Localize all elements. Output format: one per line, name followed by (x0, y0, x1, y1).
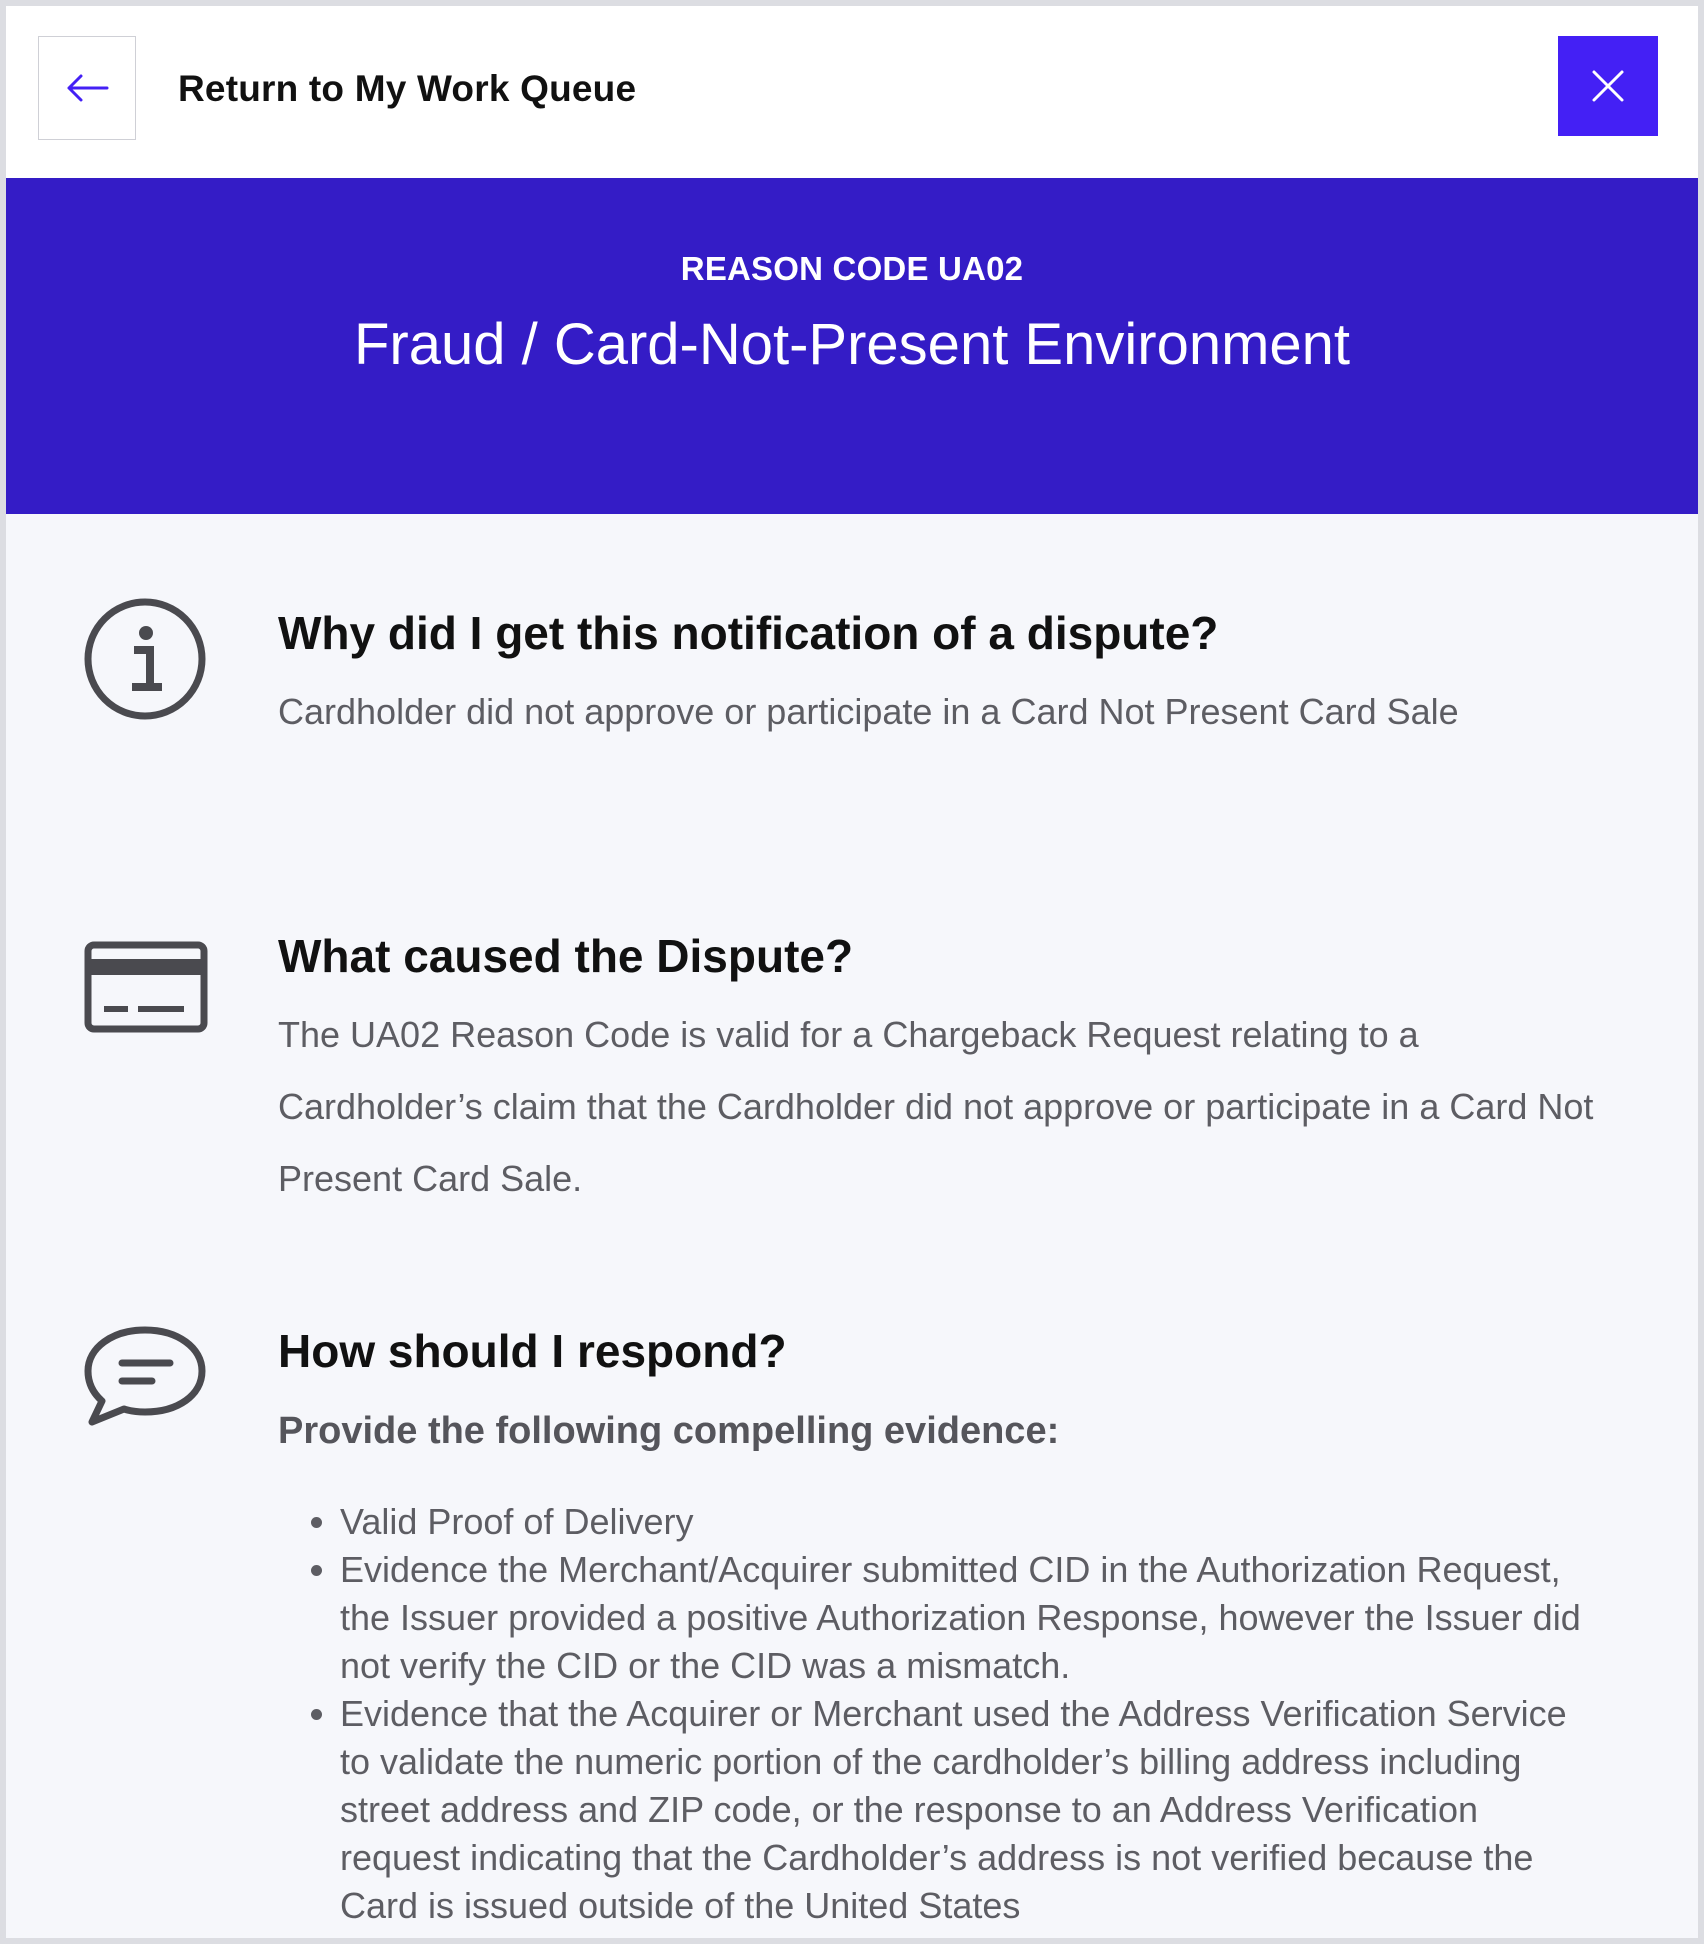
chat-bubble-icon (82, 1318, 208, 1444)
reason-code-banner (6, 178, 1698, 514)
section-heading: Why did I get this notification of a dispute? (278, 607, 1219, 659)
reason-code-title: Fraud / Card-Not-Present Environment (353, 312, 1351, 377)
arrow-left-icon (65, 73, 109, 103)
evidence-subheading: Provide the following compelling evidence: (278, 1410, 1060, 1452)
return-to-queue-link[interactable]: Return to My Work Queue (178, 68, 637, 109)
dispute-detail-panel (6, 6, 1698, 1938)
section-heading: What caused the Dispute? (278, 930, 854, 982)
list-item: • Evidence that the Acquirer or Merchant used the Address Verification Service to validate the numeric portion of the cardholder’s billing address including street address and ZIP code, or the response to an Address Verification request indicating that the Cardholder’s address is not verified because the Card is issued outside of the United States (340, 1690, 1598, 1930)
back-button[interactable] (38, 36, 136, 140)
credit-card-icon (82, 919, 208, 1045)
close-icon (1590, 68, 1626, 104)
list-item: • Evidence the Merchant/Acquirer submitted CID in the Authorization Request, the Issuer provided a positive Authorization Response, however the Issuer did not verify the CID or the CID was a mismatch. (340, 1546, 1598, 1690)
top-bar (6, 6, 1698, 178)
section-heading: How should I respond? (278, 1325, 787, 1377)
section-body: The UA02 Reason Code is valid for a Chargeback Request relating to a Cardholder’s claim that the Cardholder did not approve or participate in a Card Not Present Card Sale. (278, 1014, 1594, 1199)
reason-code-label: REASON CODE UA02 (680, 250, 1024, 287)
list-item: • Valid Proof of Delivery (340, 1498, 1598, 1546)
evidence-list (278, 1498, 1598, 1930)
section-body: Cardholder did not approve or participate in a Card Not Present Card Sale (278, 691, 1459, 732)
info-icon (82, 596, 208, 722)
close-button[interactable] (1558, 36, 1658, 136)
